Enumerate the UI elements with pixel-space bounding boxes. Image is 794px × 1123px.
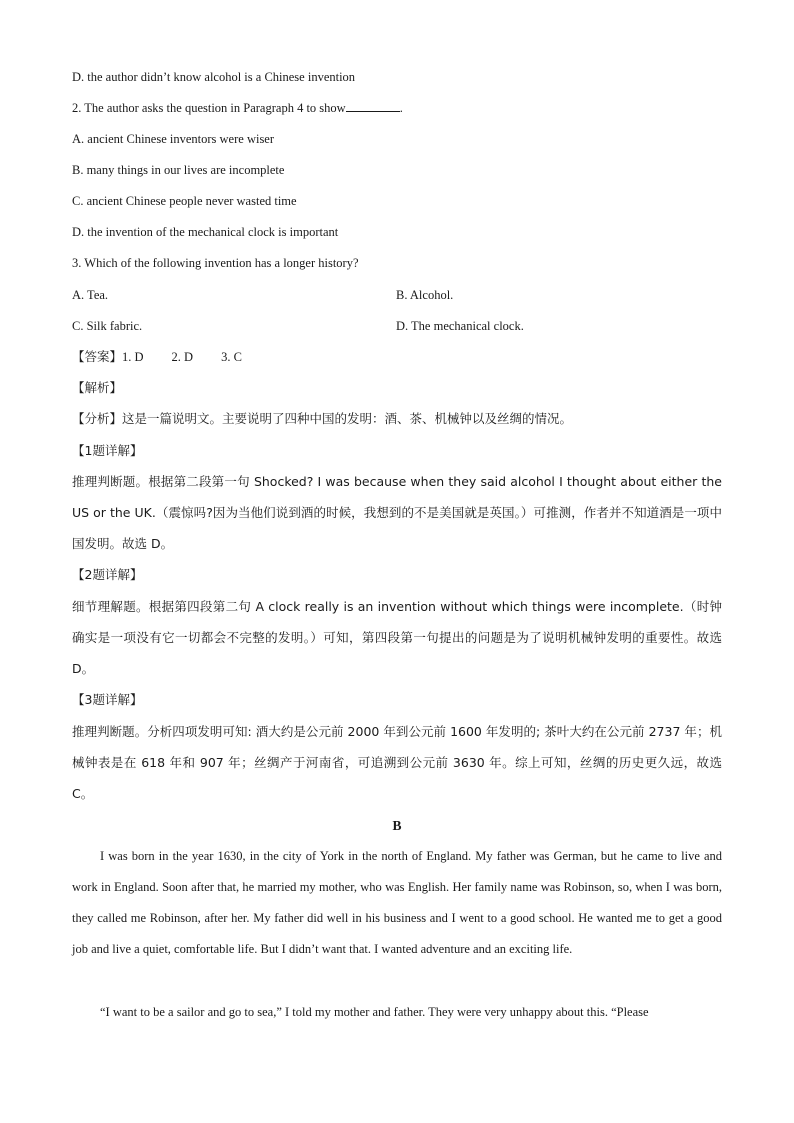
- detail-1-text: 推理判断题。根据第二段第一句 Shocked? I was because when they said alcohol I thought about either the US or the UK.（震惊吗?因为当他们说到酒的时候，我想到的不是美国就是英国。）可推测，作者并不知道酒是一项中国发明。故选 D。: [72, 474, 722, 551]
- analysis-summary: [72, 411, 572, 427]
- detail-3-heading: 【3题详解】: [72, 692, 143, 707]
- question-2-option-c: C. ancient Chinese people never wasted time: [72, 194, 297, 208]
- question-3-option-c: C. Silk fabric.: [72, 319, 143, 333]
- detail-1-heading: 【1题详解】: [72, 443, 143, 458]
- answer-label: 【答案】: [72, 349, 123, 364]
- question-2-stem-end: .: [399, 101, 403, 115]
- analysis-text: 这是一篇说明文。主要说明了四种中国的发明：酒、茶、机械钟以及丝绸的情况。: [122, 411, 573, 426]
- section-b-heading: B: [392, 818, 402, 833]
- detail-3-text: 推理判断题。分析四项发明可知: 酒大约是公元前 2000 年到公元前 1600 年发明的; 茶叶大约在公元前 2737 年；机械钟表是在 618 年和 907 年；丝绸产于河南省，可追溯到公元前 3630 年。综上可知，丝绸的历史更久远，故选 C。: [72, 724, 722, 801]
- question-3-option-d: D. The mechanical clock.: [396, 319, 524, 333]
- question-3-stem: 3. Which of the following invention has a longer history?: [72, 256, 359, 270]
- analysis-label: 【分析】: [72, 411, 123, 426]
- section-b-paragraph-2: “I want to be a sailor and go to sea,” I told my mother and father. They were very unhappy about this. “Please: [100, 1005, 649, 1019]
- detail-2-text: 细节理解题。根据第四段第二句 A clock really is an invention without which things were incomplete.（时钟确实是一项没有它一切都会不完整的发明。）可知，第四段第一句提出的问题是为了说明机械钟发明的重要性。故选 D。: [72, 599, 722, 676]
- answer-blank: [346, 100, 400, 112]
- question-1-option-d: D. the author didn’t know alcohol is a Chinese invention: [72, 70, 356, 84]
- question-3-option-b: B. Alcohol.: [396, 288, 454, 302]
- section-b-paragraph-1: I was born in the year 1630, in the city of York in the north of England. My father was German, but he came to live and work in England. Soon after that, he married my mother, who was English. Her family name was Robinson, so, when I was born, they called me Robinson, after her. My father did well in his business and I went to a good school. He wanted me to get a good job and live a quiet, comfortable life. But I didn’t want that. I wanted adventure and an exciting life.: [72, 849, 722, 956]
- question-2-option-a: A. ancient Chinese inventors were wiser: [72, 132, 275, 146]
- question-2-stem: [72, 100, 403, 116]
- answer-1: 1. D: [122, 350, 144, 364]
- question-2-stem-text: 2. The author asks the question in Paragraph 4 to show: [72, 101, 346, 115]
- answer-2: 2. D: [171, 350, 194, 364]
- answer-3: 3. C: [221, 350, 242, 364]
- question-2-option-b: B. many things in our lives are incomplete: [72, 163, 285, 177]
- question-2-option-d: D. the invention of the mechanical clock is important: [72, 225, 339, 239]
- question-3-option-a: A. Tea.: [72, 288, 109, 302]
- detail-2-heading: 【2题详解】: [72, 567, 143, 582]
- answer-line: [72, 349, 242, 365]
- analysis-heading: 【解析】: [72, 380, 123, 395]
